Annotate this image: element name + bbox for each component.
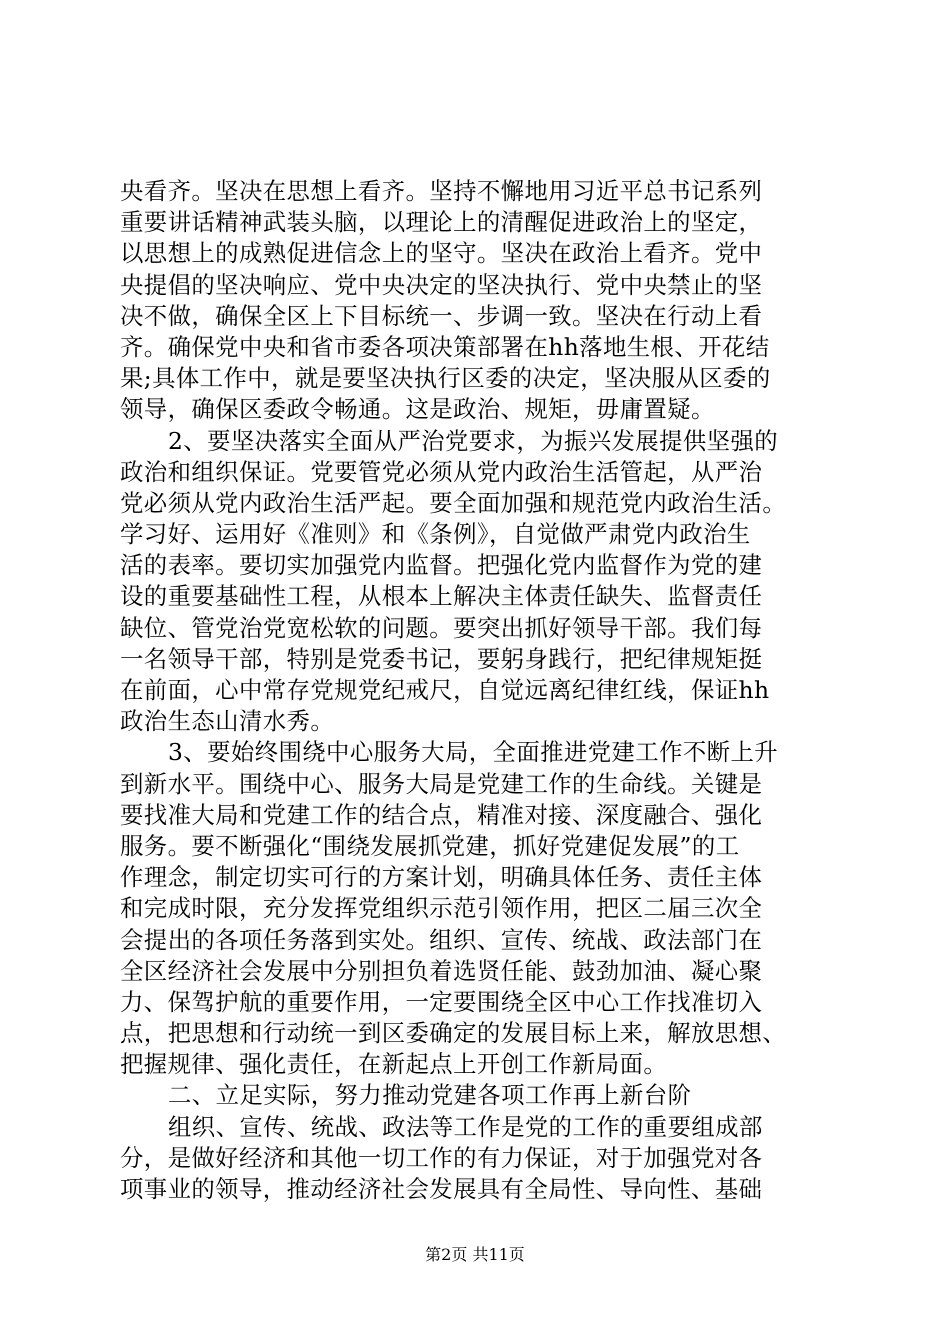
text-line: 作理念，制定切实可行的方案计划，明确具体任务、责任主体 <box>120 863 763 892</box>
text-line: 力、保驾护航的重要作用，一定要围绕全区中心工作找准切入 <box>120 987 763 1016</box>
text-line: 重要讲话精神武装头脑，以理论上的清醒促进政治上的坚定， <box>120 208 763 237</box>
text-line: 政治和组织保证。党要管党必须从党内政治生活管起，从严治 <box>120 457 763 486</box>
text-line: 服务。要不断强化“围绕发展抓党建，抓好党建促发展”的工 <box>120 831 740 860</box>
text-line: 果;具体工作中，就是要坚决执行区委的决定，坚决服从区委的 <box>120 364 771 393</box>
text-line: 一名领导干部，特别是党委书记，要躬身践行，把纪律规矩挺 <box>120 644 763 673</box>
text-line: 3、要始终围绕中心服务大局，全面推进党建工作不断上升 <box>168 738 779 767</box>
text-line: 缺位、管党治党宽松软的问题。要突出抓好领导干部。我们每 <box>120 613 763 642</box>
text-line: 设的重要基础性工程，从根本上解决主体责任缺失、监督责任 <box>120 582 763 611</box>
text-line: 组织、宣传、统战、政法等工作是党的工作的重要组成部 <box>168 1112 763 1141</box>
text-line: 到新水平。围绕中心、服务大局是党建工作的生命线。关键是 <box>120 769 763 798</box>
text-line: 决不做，确保全区上下目标统一、步调一致。坚决在行动上看 <box>120 301 763 330</box>
page-footer: 第2页 共11页 <box>425 1245 525 1264</box>
text-line: 以思想上的成熟促进信念上的坚守。坚决在政治上看齐。党中 <box>120 239 763 268</box>
text-line: 要找准大局和党建工作的结合点，精准对接、深度融合、强化 <box>120 800 763 829</box>
text-line: 分，是做好经济和其他一切工作的有力保证，对于加强党对各 <box>120 1143 763 1172</box>
text-line: 会提出的各项任务落到实处。组织、宣传、统战、政法部门在 <box>120 925 763 954</box>
text-line: 活的表率。要切实加强党内监督。把强化党内监督作为党的建 <box>120 551 763 580</box>
text-line: 政治生态山清水秀。 <box>120 707 335 736</box>
text-line: 央看齐。坚决在思想上看齐。坚持不懈地用习近平总书记系列 <box>120 177 763 205</box>
text-line: 学习好、运用好《准则》和《条例》，自觉做严肃党内政治生 <box>120 520 751 549</box>
text-line: 项事业的领导，推动经济社会发展具有全局性、导向性、基础 <box>120 1175 763 1203</box>
text-line: 二、立足实际，努力推动党建各项工作再上新台阶 <box>168 1081 692 1110</box>
text-line: 齐。确保党中央和省市委各项决策部署在hh落地生根、开花结 <box>120 332 770 361</box>
text-line: 把握规律、强化责任，在新起点上开创工作新局面。 <box>120 1050 668 1079</box>
text-line: 点，把思想和行动统一到区委确定的发展目标上来，解放思想、 <box>120 1019 787 1048</box>
text-line: 党必须从党内政治生活严起。要全面加强和规范党内政治生活。 <box>120 488 787 517</box>
text-line: 2、要坚决落实全面从严治党要求，为振兴发展提供坚强的 <box>168 426 779 455</box>
text-line: 央提倡的坚决响应、党中央决定的坚决执行、党中央禁止的坚 <box>120 270 763 299</box>
text-line: 和完成时限，充分发挥党组织示范引领作用，把区二届三次全 <box>120 894 763 923</box>
body-text <box>120 176 840 1205</box>
text-line: 领导，确保区委政令畅通。这是政治、规矩，毋庸置疑。 <box>120 395 715 424</box>
text-line: 在前面，心中常存党规党纪戒尺，自觉远离纪律红线，保证hh <box>120 676 770 704</box>
text-line: 全区经济社会发展中分别担负着选贤任能、鼓劲加油、凝心聚 <box>120 956 763 985</box>
